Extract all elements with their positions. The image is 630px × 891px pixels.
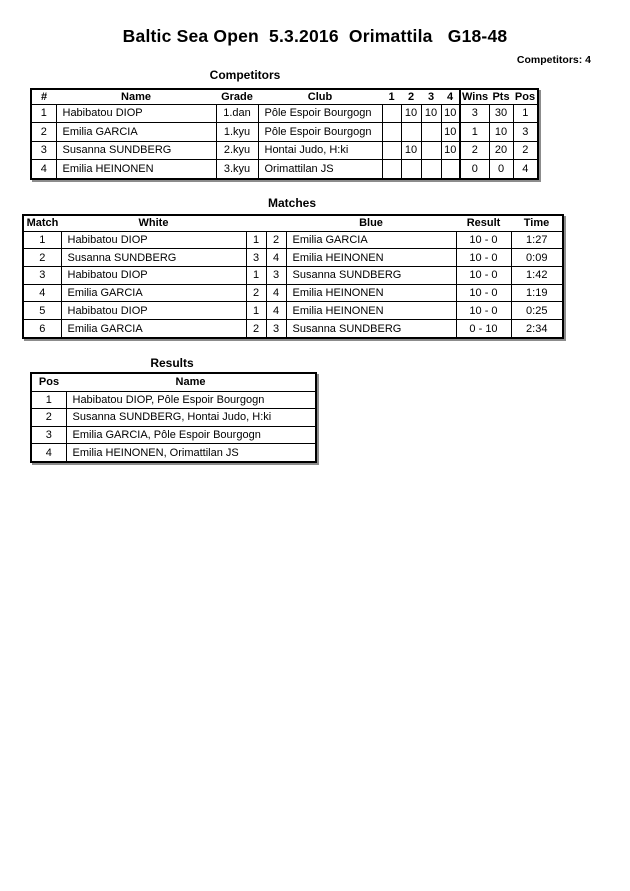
competitor-name: Emilia HEINONEN	[56, 160, 216, 179]
round1-score	[382, 160, 401, 179]
competitor-grade: 1.dan	[216, 104, 258, 123]
blue-player-number: 2	[266, 231, 286, 249]
blue-player-name: Emilia GARCIA	[286, 231, 456, 249]
white-player-number: 2	[246, 284, 266, 302]
match-row	[23, 266, 563, 284]
blue-player-number: 4	[266, 302, 286, 320]
result-row	[31, 444, 316, 462]
competitors-header-row	[31, 89, 538, 104]
col-header-round4: 4	[441, 89, 460, 104]
match-row	[23, 320, 563, 338]
competitor-grade: 2.kyu	[216, 141, 258, 160]
round2-score: 10	[401, 141, 421, 160]
match-result: 0 - 10	[456, 320, 511, 338]
blue-player-number: 3	[266, 266, 286, 284]
competitor-row	[31, 160, 538, 179]
match-number: 6	[23, 320, 61, 338]
competitors-count-label: Competitors: 4	[516, 54, 591, 66]
competitor-name: Susanna SUNDBERG	[56, 141, 216, 160]
result-name-club: Habibatou DIOP, Pôle Espoir Bourgogn	[66, 391, 316, 409]
competitor-pos: 2	[513, 141, 538, 160]
matches-section-title: Matches	[267, 196, 317, 210]
white-player-name: Habibatou DIOP	[61, 231, 246, 249]
competitor-grade: 3.kyu	[216, 160, 258, 179]
round1-score	[382, 104, 401, 123]
competitor-pts: 30	[489, 104, 513, 123]
blue-player-number: 3	[266, 320, 286, 338]
white-player-name: Emilia GARCIA	[61, 320, 246, 338]
col-header-round2: 2	[401, 89, 421, 104]
col-header-blue-num	[266, 215, 286, 231]
white-player-name: Susanna SUNDBERG	[61, 249, 246, 267]
col-header-name: Name	[56, 89, 216, 104]
col-header-match: Match	[23, 215, 61, 231]
blue-player-name: Susanna SUNDBERG	[286, 320, 456, 338]
match-time: 2:34	[511, 320, 563, 338]
white-player-name: Habibatou DIOP	[61, 266, 246, 284]
white-player-name: Habibatou DIOP	[61, 302, 246, 320]
competitor-club: Hontai Judo, H:ki	[258, 141, 382, 160]
competitor-club: Pôle Espoir Bourgogn	[258, 104, 382, 123]
result-position: 2	[31, 409, 66, 427]
blue-player-name: Susanna SUNDBERG	[286, 266, 456, 284]
competitor-grade: 1.kyu	[216, 123, 258, 142]
match-number: 5	[23, 302, 61, 320]
col-header-round3: 3	[421, 89, 441, 104]
competitor-row	[31, 104, 538, 123]
col-header-round1: 1	[382, 89, 401, 104]
white-player-number: 1	[246, 266, 266, 284]
result-row	[31, 426, 316, 444]
competitor-wins: 0	[460, 160, 489, 179]
col-header-pos: Pos	[31, 373, 66, 391]
match-number: 3	[23, 266, 61, 284]
match-result: 10 - 0	[456, 302, 511, 320]
result-position: 4	[31, 444, 66, 462]
round3-score	[421, 160, 441, 179]
competitor-number: 1	[31, 104, 56, 123]
match-time: 0:25	[511, 302, 563, 320]
col-header-blue: Blue	[286, 215, 456, 231]
competitor-row	[31, 123, 538, 142]
page-title: Baltic Sea Open 5.3.2016 Orimattila G18-48	[122, 26, 508, 46]
match-number: 1	[23, 231, 61, 249]
white-player-number: 3	[246, 249, 266, 267]
col-header-wins: Wins	[462, 90, 489, 103]
match-number: 4	[23, 284, 61, 302]
match-row	[23, 231, 563, 249]
matches-header-row	[23, 215, 563, 231]
round2-score	[401, 160, 421, 179]
match-result: 10 - 0	[456, 249, 511, 267]
match-time: 0:09	[511, 249, 563, 267]
competitor-club: Pôle Espoir Bourgogn	[258, 123, 382, 142]
competitor-pos: 4	[513, 160, 538, 179]
white-player-number: 2	[246, 320, 266, 338]
white-player-number: 1	[246, 302, 266, 320]
match-row	[23, 302, 563, 320]
competitor-name: Emilia GARCIA	[56, 123, 216, 142]
competitor-club: Orimattilan JS	[258, 160, 382, 179]
competitor-row	[31, 141, 538, 160]
col-header-white-num	[246, 215, 266, 231]
round3-score: 10	[421, 104, 441, 123]
col-header-pts: Pts	[489, 89, 513, 104]
competitors-section-title: Competitors	[209, 68, 281, 82]
match-result: 10 - 0	[456, 284, 511, 302]
col-header-time: Time	[511, 215, 563, 231]
competitor-pts: 0	[489, 160, 513, 179]
match-time: 1:19	[511, 284, 563, 302]
competitor-pos: 3	[513, 123, 538, 142]
result-row	[31, 409, 316, 427]
match-number: 2	[23, 249, 61, 267]
matches-table	[22, 214, 564, 339]
results-section-title: Results	[150, 356, 194, 370]
competitor-wins: 2	[460, 141, 489, 160]
match-time: 1:42	[511, 266, 563, 284]
result-name-club: Emilia HEINONEN, Orimattilan JS	[66, 444, 316, 462]
result-row	[31, 391, 316, 409]
white-player-name: Emilia GARCIA	[61, 284, 246, 302]
round1-score	[382, 123, 401, 142]
result-position: 3	[31, 426, 66, 444]
blue-player-name: Emilia HEINONEN	[286, 302, 456, 320]
match-row	[23, 284, 563, 302]
col-header-name: Name	[66, 373, 316, 391]
col-header-pos: Pos	[513, 89, 538, 104]
blue-player-name: Emilia HEINONEN	[286, 284, 456, 302]
round4-score	[441, 160, 460, 179]
round4-score: 10	[441, 141, 460, 160]
competitor-wins: 1	[460, 123, 489, 142]
blue-player-number: 4	[266, 284, 286, 302]
round4-score: 10	[441, 123, 460, 142]
competitor-number: 3	[31, 141, 56, 160]
col-header-num: #	[31, 89, 56, 104]
competitor-pos: 1	[513, 104, 538, 123]
result-position: 1	[31, 391, 66, 409]
result-name-club: Susanna SUNDBERG, Hontai Judo, H:ki	[66, 409, 316, 427]
round1-score	[382, 141, 401, 160]
competitor-pts: 20	[489, 141, 513, 160]
match-row	[23, 249, 563, 267]
match-time: 1:27	[511, 231, 563, 249]
blue-player-name: Emilia HEINONEN	[286, 249, 456, 267]
competitors-table	[30, 88, 539, 180]
white-player-number: 1	[246, 231, 266, 249]
round3-score	[421, 123, 441, 142]
round2-score: 10	[401, 104, 421, 123]
result-name-club: Emilia GARCIA, Pôle Espoir Bourgogn	[66, 426, 316, 444]
round4-score: 10	[441, 104, 460, 123]
competitor-wins: 3	[460, 104, 489, 123]
competitor-pts: 10	[489, 123, 513, 142]
col-header-result: Result	[456, 215, 511, 231]
match-result: 10 - 0	[456, 266, 511, 284]
col-header-grade: Grade	[216, 89, 258, 104]
blue-player-number: 4	[266, 249, 286, 267]
competitor-number: 4	[31, 160, 56, 179]
results-header-row	[31, 373, 316, 391]
competitor-name: Habibatou DIOP	[56, 104, 216, 123]
match-result: 10 - 0	[456, 231, 511, 249]
round3-score	[421, 141, 441, 160]
round2-score	[401, 123, 421, 142]
col-header-club: Club	[258, 89, 382, 104]
col-header-white: White	[61, 215, 246, 231]
competitor-number: 2	[31, 123, 56, 142]
results-table	[30, 372, 317, 463]
